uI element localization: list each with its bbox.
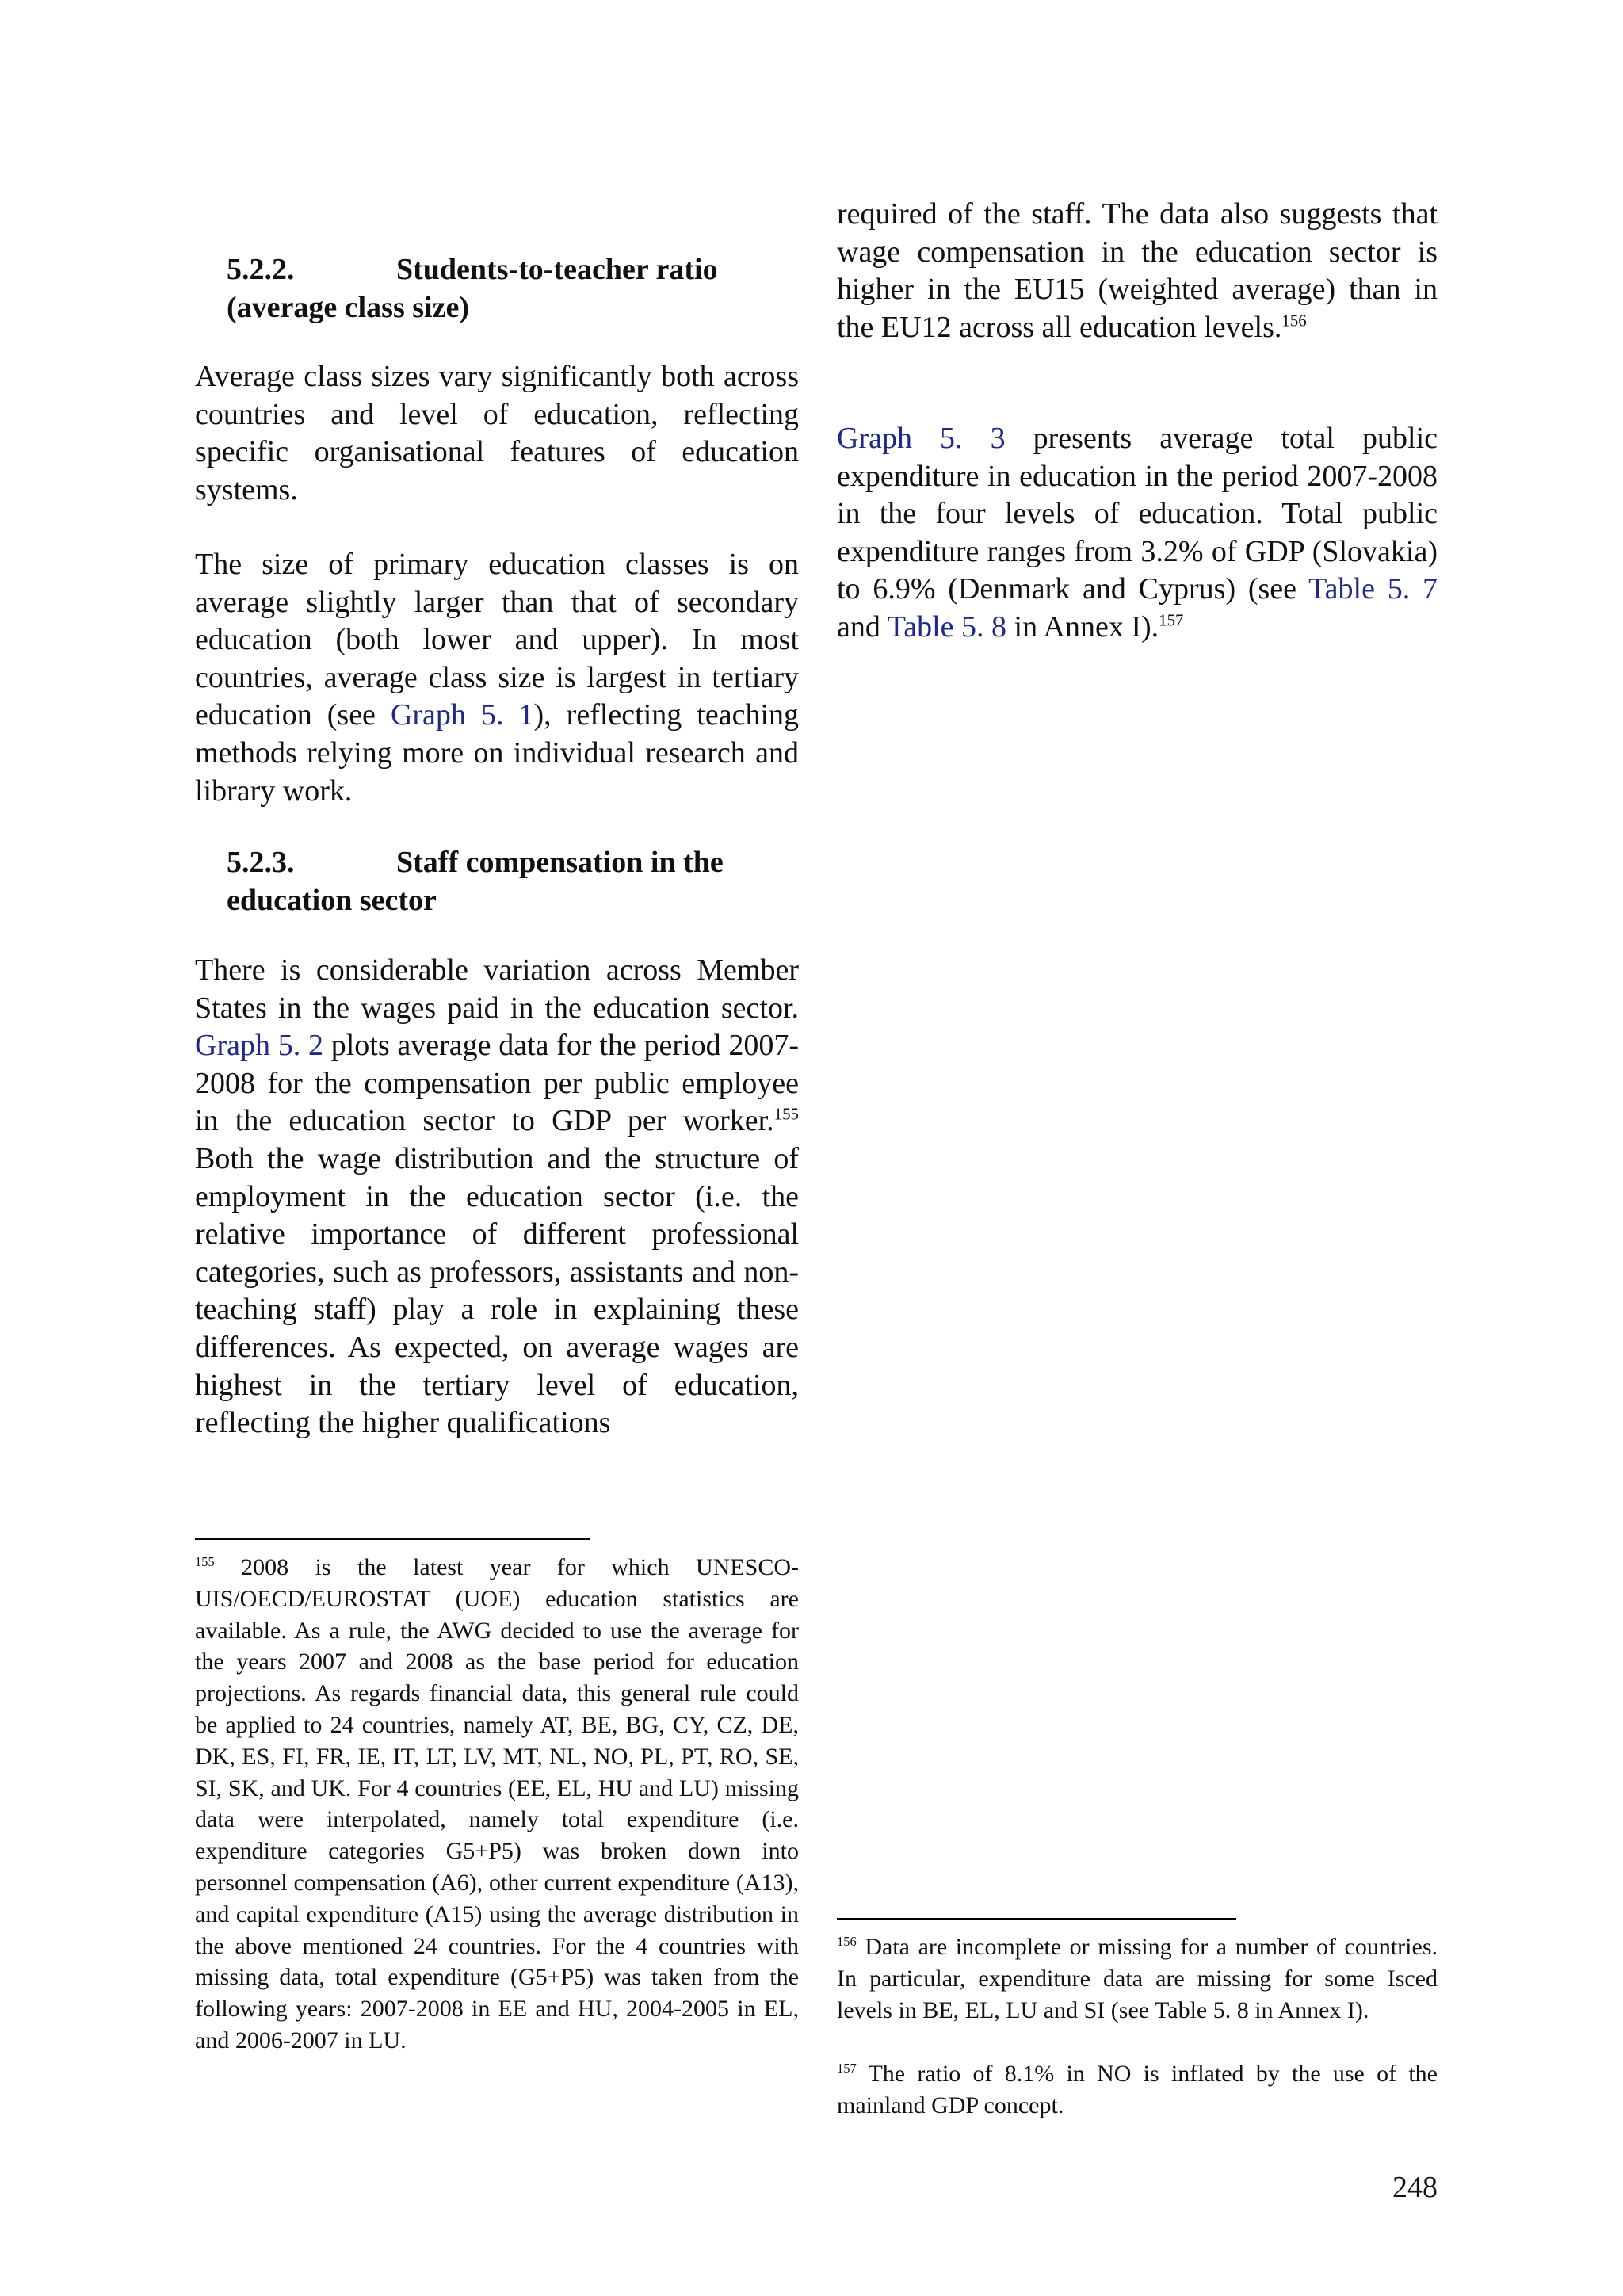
footnote-number: 157 — [837, 2061, 857, 2076]
section-title-cont: education sector — [227, 884, 437, 917]
paragraph-class-sizes: Average class sizes vary significantly both across countries and level of education, reflecting specific organisational features of education systems. — [195, 360, 799, 506]
footnote-157: $^{157}$ The ratio of 8.1% in NO is inflated by the use of the mainland GDP concept. — [837, 2061, 1438, 2118]
paragraph-primary-classes: The size of primary education classes is on average slightly larger than that of secondary education (both lower and upper). In most countries, average class size is largest in tertiary education (see Graph 5. 1), reflecting teaching methods relying more on individual research and library work. — [195, 548, 799, 808]
page-number: 248 — [1392, 2171, 1438, 2204]
table-5-8-link[interactable]: Table 5. 8 — [887, 609, 1007, 644]
footnote-ref-156[interactable]: 156 — [1281, 311, 1307, 330]
footnote-ref-155[interactable]: 155 — [773, 1104, 799, 1124]
footnote-155: $^{155}$ 2008 is the latest year for which UNESCO-UIS/OECD/EUROSTAT (UOE) education statistics are available. As a rule, the AWG decided to use the average for the years 2007 and 2008 as the base period for education projections. As regards financial data, this general rule could be applied to 24 countries, namely AT, BE, BG, CY, CZ, DE, DK, ES, FI, FR, IE, IT, LT, LV, MT, NL, NO, PL, PT, RO, SE, SI, SK, and UK. For 4 countries (EE, EL, HU and LU) missing data were interpolated, namely total expenditure (i.e. expenditure categories G5+P5) was broken down into personnel compensation (A6), other current expenditure (A13), and capital expenditure (A15) using the average distribution in the above mentioned 24 countries. For the 4 countries with missing data, total expenditure (G5+P5) was taken from the following years: 2007-2008 in EE and HU, 2004-2005 in EL, and 2006-2007 in LU. — [195, 1554, 799, 2053]
footnote-separator — [195, 1538, 590, 1540]
section-heading-5-2-2 — [227, 250, 799, 327]
footnote-156: $^{156}$ Data are incomplete or missing for a number of countries. In particular, expenditure data are missing for some Isced levels in BE, EL, LU and SI (see Table 5. 8 in Annex I). — [837, 1934, 1438, 2023]
graph-5-2-link[interactable]: Graph 5. 2 — [195, 1029, 323, 1063]
section-title: Students-to-teacher ratio — [396, 253, 718, 286]
footnote-ref-157[interactable]: 157 — [1159, 610, 1184, 630]
footnote-number: 156 — [837, 1934, 857, 1949]
paragraph-staff-compensation: There is considerable variation across Member States in the wages paid in the education sector. Graph 5. 2 plots average data for the period 2007-2008 for the compensation per public employee in the education sector to GDP per worker.$^{155}$ Both the wage distribution and the structure of employment in the education sector (i.e. the relative importance of different professional categories, such as professors, assistants and non-teaching staff) play a role in explaining these differences. As expected, on average wages are highest in the tertiary level of education, reflecting the higher qualifications — [195, 953, 799, 1440]
section-title: Staff compensation in the — [396, 846, 724, 879]
table-5-7-link[interactable]: Table 5. 7 — [1308, 572, 1438, 606]
section-heading-5-2-3 — [227, 843, 799, 919]
footnote-number: 155 — [195, 1554, 215, 1569]
section-number: 5.2.3. — [227, 846, 295, 879]
section-number: 5.2.2. — [227, 253, 295, 286]
graph-5-3-link[interactable]: Graph 5. 3 — [837, 422, 1006, 455]
graph-5-1-link[interactable]: Graph 5. 1 — [390, 698, 534, 732]
section-title-cont: (average class size) — [227, 291, 469, 324]
paragraph-wage-compensation: required of the staff. The data also suggests that wage compensation in the education sector is higher in the EU15 (weighted average) than in the EU12 across all education levels.$^{156}$ — [837, 197, 1438, 344]
paragraph-public-expenditure: Graph 5. 3 presents average total public expenditure in education in the period 2007-2008 in the four levels of education. Total public expenditure ranges from 3.2% of GDP (Slovakia) to 6.9% (Denmark and Cyprus) (see Table 5. 7 and Table 5. 8 in Annex I).$^{157}$ — [837, 422, 1438, 644]
footnote-separator — [837, 1918, 1236, 1920]
